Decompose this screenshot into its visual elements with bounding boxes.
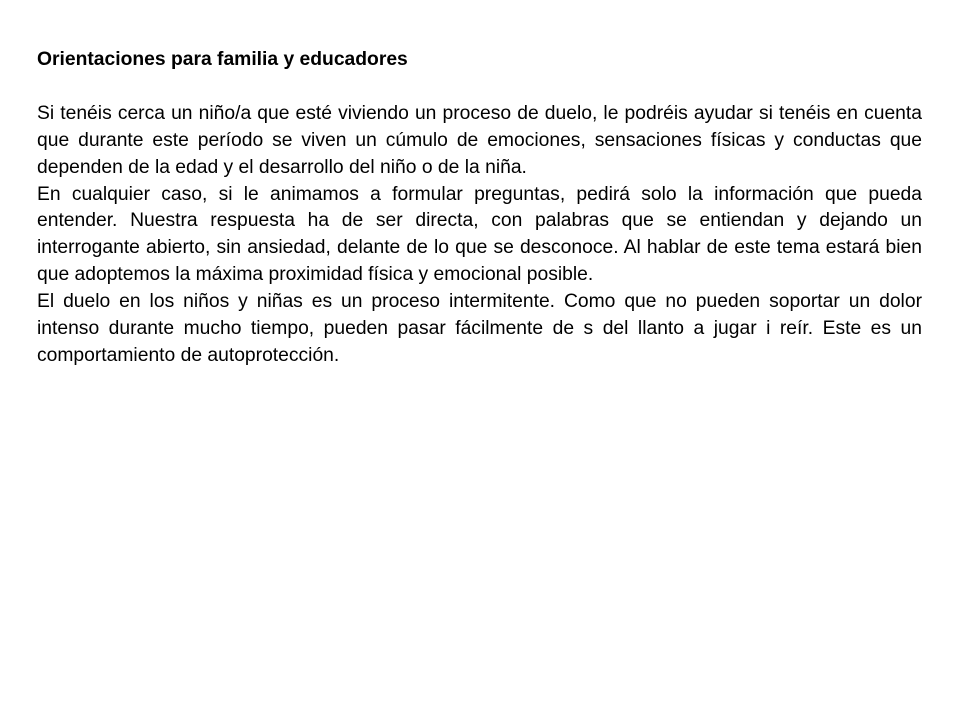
paragraph-intermitente: El duelo en los niños y niñas es un proceso intermitente. Como que no pueden soportar un dolor intenso durante mucho tiempo, pueden pasar fácilmente de s del llanto a jugar i reír. Este es un comportamiento de autoprotección. bbox=[37, 291, 922, 366]
paragraph-preguntas: En cualquier caso, si le animamos a formular preguntas, pedirá solo la información que pueda entender. Nuestra respuesta ha de ser directa, con palabras que se entiendan y dejando un interrogante abierto, sin ansiedad, delante de lo que se desconoce. Al hablar de este tema estará bien que adoptemos la máxima proximidad física y emocional posible. bbox=[37, 183, 922, 286]
paragraph-duelo-intro: Si tenéis cerca un niño/a que esté viviendo un proceso de duelo, le podréis ayudar si tenéis en cuenta que durante este período se viven un cúmulo de emociones, sensaciones físicas y conductas que dependen de la edad y el desarrollo del niño o de la niña. bbox=[37, 102, 922, 178]
text-body bbox=[37, 47, 922, 370]
document-title: Orientaciones para familia y educadores bbox=[37, 49, 408, 70]
